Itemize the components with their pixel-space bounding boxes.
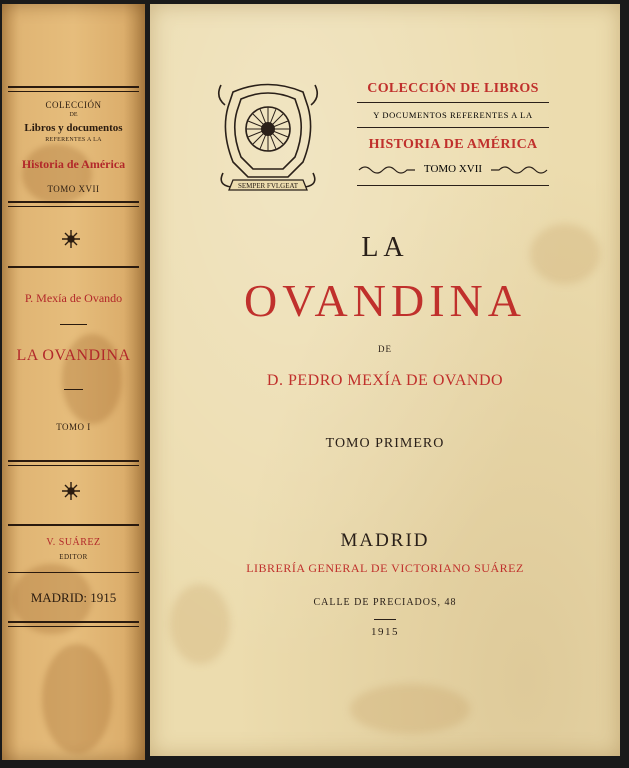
by-line: DE	[378, 344, 392, 354]
ornament-icon	[60, 480, 82, 502]
spine-publisher-role: EDITOR	[59, 553, 88, 561]
spine-publisher: V. SUÁREZ	[46, 537, 101, 548]
spine-author: P. Mexía de Ovando	[24, 291, 123, 305]
series-rule	[357, 127, 549, 128]
spine-collection-3: Libros y documentos	[24, 122, 123, 134]
spine-tomo-series: TOMO XVII	[47, 184, 100, 194]
emblem-icon	[213, 77, 323, 197]
imprint-year: 1915	[371, 626, 399, 638]
imprint-city: MADRID	[340, 530, 430, 551]
series-rule	[357, 185, 549, 186]
spine-collection-4: REFERENTES A LA	[45, 137, 102, 143]
series-history: HISTORIA DE AMÉRICA	[368, 137, 538, 152]
series-rule	[357, 102, 549, 103]
spine-collection-2: DE	[69, 112, 78, 118]
author-name: D. PEDRO MEXÍA DE OVANDO	[266, 372, 504, 389]
series-sub: Y DOCUMENTOS REFERENTES A LA	[373, 110, 533, 120]
spine-place-year: MADRID: 1915	[30, 590, 117, 605]
imprint-address: CALLE DE PRECIADOS, 48	[313, 597, 457, 608]
book-cover	[150, 4, 620, 756]
spine-volume: TOMO I	[56, 422, 91, 432]
title-main: OVANDINA	[244, 275, 526, 326]
spine-collection-5: Historia de América	[21, 157, 126, 171]
book-spine	[2, 4, 145, 760]
title-article: LA	[361, 232, 409, 263]
emblem-motto: SEMPER FVLGEAT	[237, 182, 299, 190]
ornament-icon	[60, 228, 82, 250]
spine-collection-1: COLECCIÓN	[45, 100, 102, 110]
spine-title: LA OVANDINA	[16, 347, 131, 364]
volume-label: TOMO PRIMERO	[325, 436, 445, 451]
series-title: COLECCIÓN DE LIBROS	[367, 81, 539, 96]
imprint-publisher: LIBRERÍA GENERAL DE VICTORIANO SUÁREZ	[246, 561, 524, 575]
imprint-rule	[374, 619, 396, 620]
series-tomo: TOMO XVII	[423, 163, 483, 175]
